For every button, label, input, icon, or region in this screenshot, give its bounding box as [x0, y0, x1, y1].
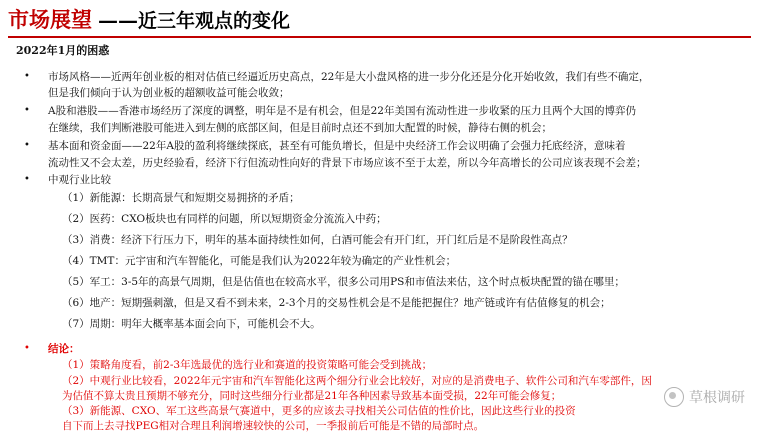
title-separator: —— — [98, 8, 138, 32]
page-title: 市场展望 — [8, 7, 92, 32]
sector-item: （3）消费：经济下行压力下，明年的基本面持续性如何，白酒可能会有开门红，开门红后是不是阶段性高点？ — [62, 234, 573, 246]
conclusion-line: （3）新能源、CXO、军工这些高景气赛道中，更多的应该去寻找相关公司估值的性价比，因此这些行业的投资 — [62, 405, 576, 417]
sector-item: （7）周期：明年大概率基本面会向下，可能机会不大。 — [62, 318, 321, 330]
title-row — [8, 4, 290, 34]
bullet-marker: • — [24, 343, 30, 354]
sector-item: （5）军工：3-5年的高景气周期，但是估值也在较高水平，很多公司用PS和市值法来估，这个时点板块配置的锚在哪里； — [62, 276, 625, 288]
title-rule — [8, 36, 751, 38]
bullet-marker: • — [24, 105, 30, 116]
sector-item: （2）医药：CXO板块也有同样的问题，所以短期资金分流流入中药； — [62, 213, 387, 225]
sector-item: （1）新能源：长期高景气和短期交易拥挤的矛盾； — [62, 192, 300, 204]
conclusion-label: 结论： — [48, 343, 80, 355]
watermark-text: 草根调研 — [689, 390, 745, 406]
bullet-line: A股和港股——香港市场经历了深度的调整，明年是不是有机会，但是22年美国有流动性进一步收紧的压力且两个大国的博弈仍 — [48, 105, 636, 117]
page-subtitle: 近三年观点的变化 — [138, 10, 291, 32]
watermark — [664, 387, 745, 407]
bullet-marker: • — [24, 71, 30, 82]
conclusion-line: （2）中观行业比较看，2022年元宇宙和汽车智能化这两个细分行业会比较好，对应的是消费电子、软件公司和汽车零部件，因 — [62, 375, 652, 387]
bullet-line: 基本面和资金面——22年A股的盈利将继续探底，甚至有可能负增长，但是中央经济工作会议明确了会强力托底经济，意味着 — [48, 140, 626, 152]
section-heading: 2022年1月的困惑 — [16, 44, 110, 57]
conclusion-line: 自下而上去寻找PEG相对合理且利润增速较快的公司，一季报前后可能是不错的局部时点。 — [62, 420, 485, 432]
conclusion-line: （1）策略角度看，前2-3年选最优的选行业和赛道的投资策略可能会受到挑战； — [62, 359, 433, 371]
bullet-line: 中观行业比较 — [48, 174, 111, 186]
conclusion-line: 为估值不算太贵且预期不够充分，同时这些细分行业都是21年各种因素导致基本面受损，22年可能会修复； — [62, 390, 562, 402]
bullet-line: 在继续，我们判断港股可能进入到左侧的底部区间，但是目前时点还不到加大配置的时候，静待右侧的机会； — [48, 122, 552, 134]
bullet-marker: • — [24, 140, 30, 151]
sector-item: （4）TMT：元宇宙和汽车智能化，可能是我们认为2022年较为确定的产业性机会； — [62, 255, 457, 267]
bullet-line: 但是我们倾向于认为创业板的超额收益可能会收敛； — [48, 87, 290, 99]
bullet-line: 市场风格——近两年创业板的相对估值已经逼近历史高点，22年是大小盘风格的进一步分化还是分化开始收敛，我们有些不确定， — [48, 71, 650, 83]
bullet-line: 流动性又不会太差，历史经验看，经济下行但流动性向好的背景下市场应该不至于太差，所以今年高增长的公司应该表现不会差； — [48, 157, 647, 169]
wechat-icon — [664, 387, 684, 407]
sector-item: （6）地产：短期强刺激，但是又看不到未来，2-3个月的交易性机会是不是能把握住？地产链或许有估值修复的机会； — [62, 297, 611, 309]
bullet-marker: • — [24, 174, 30, 185]
